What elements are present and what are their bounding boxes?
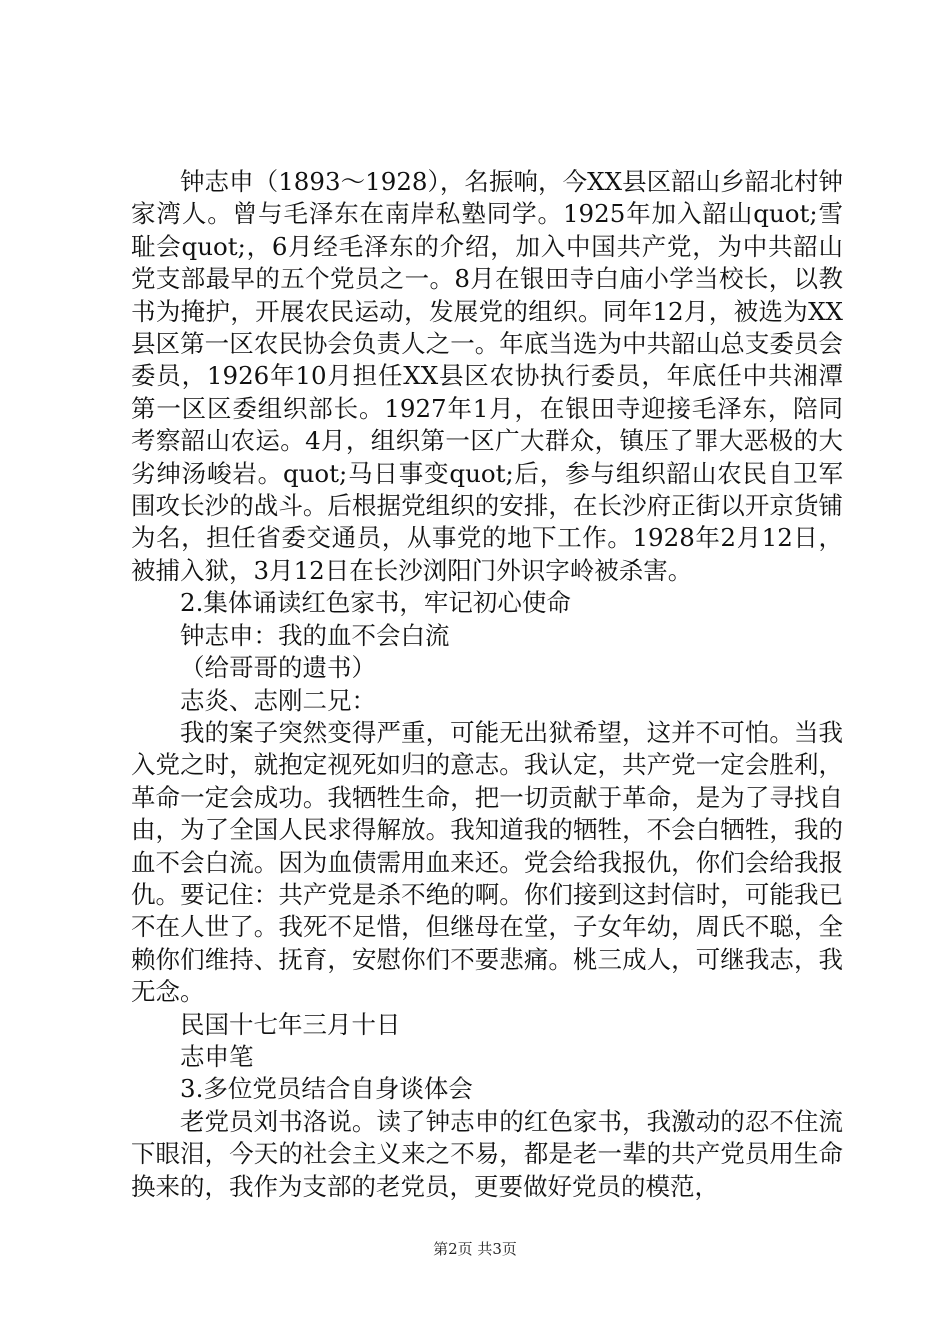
section-heading-reflections: 3.多位党员结合自身谈体会 bbox=[180, 1074, 473, 1104]
letter-body: 我的案子突然变得严重，可能无出狱希望，这并不可怕。当我入党之时，就抱定视死如归的意志。我认定，共产党一定会胜利，革命一定会成功。我牺牲生命，把一切贡献于革命，是为了寻找自由，为了全国人民求得解放。我知道我的牺牲，不会白牺牲，我的血不会白流。因为血债需用血来还。党会给我报仇，你们会给我报仇。要记住：共产党是杀不绝的啊。你们接到这封信时，可能我已不在人世了。我死不足惜，但继母在堂，子女年幼，周氏不聪，全赖你们维持、抚育，安慰你们不要悲痛。桃三成人，可继我志，我无念。 bbox=[131, 717, 843, 1007]
letter-salutation: 志炎、志刚二兄： bbox=[180, 685, 376, 715]
letter-title: 钟志申：我的血不会白流 bbox=[180, 620, 450, 650]
letter-date: 民国十七年三月十日 bbox=[180, 1009, 401, 1039]
reflection-paragraph: 老党员刘书洛说。读了钟志申的红色家书，我激动的忍不住流下眼泪，今天的社会主义来之不易，都是老一辈的共产党员用生命换来的，我作为支部的老党员，更要做好党员的模范， bbox=[131, 1106, 843, 1201]
document-body bbox=[131, 166, 843, 1203]
page-footer: 第2页 共3页 bbox=[433, 1240, 517, 1258]
letter-subtitle: （给哥哥的遗书） bbox=[180, 653, 376, 683]
letter-signature: 志申笔 bbox=[180, 1041, 254, 1071]
section-heading-family-letter: 2.集体诵读红色家书，牢记初心使命 bbox=[180, 588, 571, 618]
biography-paragraph: 钟志申（1893～1928），名振响，今XX县区韶山乡韶北村钟家湾人。曾与毛泽东在南岸私塾同学。1925年加入韶山quot;雪耻会quot;，6月经毛泽东的介绍，加入中国共产党，为中共韶山党支部最早的五个党员之一。8月在银田寺白庙小学当校长，以教书为掩护，开展农民运动，发展党的组织。同年12月，被选为XX县区第一区农民协会负责人之一。年底当选为中共韶山总支委员会委员，1926年10月担任XX县区农协执行委员，年底任中共湘潭第一区区委组织部长。1927年1月，在银田寺迎接毛泽东，陪同考察韶山农运。4月，组织第一区广大群众，镇压了罪大恶极的大劣绅汤峻岩。quot;马日事变quot;后，参与组织韶山农民自卫军围攻长沙的战斗。后根据党组织的安排，在长沙府正街以开京货铺为名，担任省委交通员，从事党的地下工作。1928年2月12日，被捕入狱，3月12日在长沙浏阳门外识字岭被杀害。 bbox=[131, 167, 843, 585]
